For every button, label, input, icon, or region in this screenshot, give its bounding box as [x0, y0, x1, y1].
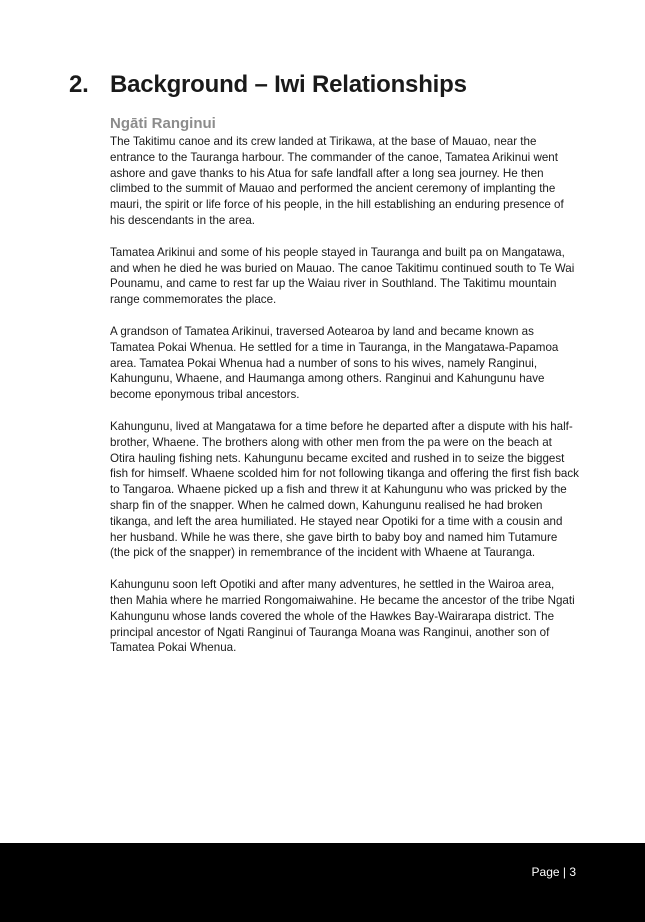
page-footer: [0, 843, 645, 922]
subheading: Ngāti Ranginui: [110, 115, 216, 132]
page-number: Page | 3: [531, 865, 576, 879]
section-title: Background – Iwi Relationships: [110, 71, 467, 98]
section-number: 2.: [69, 71, 89, 98]
paragraph-4: Kahungunu, lived at Mangatawa for a time before he departed after a dispute with his half-brother, Whaene. The brothers along with other men from the pa were on the beach at Otira hauling fishing nets. Kahungunu became excited and rushed in to seize the biggest fish for himself. Whaene scolded him for not following tikanga and offering the first fish back to Tangaroa. Whaene picked up a fish and threw it at Kahungunu who was pricked by the sharp fin of the snapper. When he calmed down, Kahungunu realised he had broken tikanga, and left the area humiliated. He stayed near Opotiki for a time with a cousin and her husband. While he was there, she gave birth to baby boy and named him Tutamure (the pick of the snapper) in remembrance of the incident with Whaene at Tauranga.: [110, 419, 579, 560]
paragraph-5: Kahungunu soon left Opotiki and after many adventures, he settled in the Wairoa area, then Mahia where he married Rongomaiwahine. He became the ancestor of the tribe Ngati Kahungunu whose lands covered the whole of the Hawkes Bay-Wairarapa district. The principal ancestor of Ngati Ranginui of Tauranga Moana was Ranginui, another son of Tamatea Pokai Whenua.: [110, 578, 575, 655]
body-text: [110, 134, 580, 672]
paragraph-2: Tamatea Arikinui and some of his people stayed in Tauranga and built pa on Mangatawa, and when he died he was buried on Mauao. The canoe Takitimu continued south to Te Wai Pounamu, and came to rest far up the Waiau river in Southland. The Takitimu mountain range commemorates the place.: [110, 245, 575, 307]
paragraph-1: The Takitimu canoe and its crew landed at Tirikawa, at the base of Mauao, near the entrance to the Tauranga harbour. The commander of the canoe, Tamatea Arikinui went ashore and gave thanks to his Atua for safe landfall after a long sea journey. He then climbed to the summit of Mauao and performed the ancient ceremony of implanting the mauri, the spirit or life force of his people, in the hill establishing an enduring presence of his descendants in the area.: [110, 135, 564, 227]
section-heading: [69, 70, 467, 100]
paragraph-3: A grandson of Tamatea Arikinui, traversed Aotearoa by land and became known as Tamatea Pokai Whenua. He settled for a time in Tauranga, in the Mangatawa-Papamoa area. Tamatea Pokai Whenua had a number of sons to his wives, namely Ranginui, Kahungunu, Whaene, and Haumanga among others. Ranginui and Kahungunu have become eponymous tribal ancestors.: [110, 324, 559, 402]
